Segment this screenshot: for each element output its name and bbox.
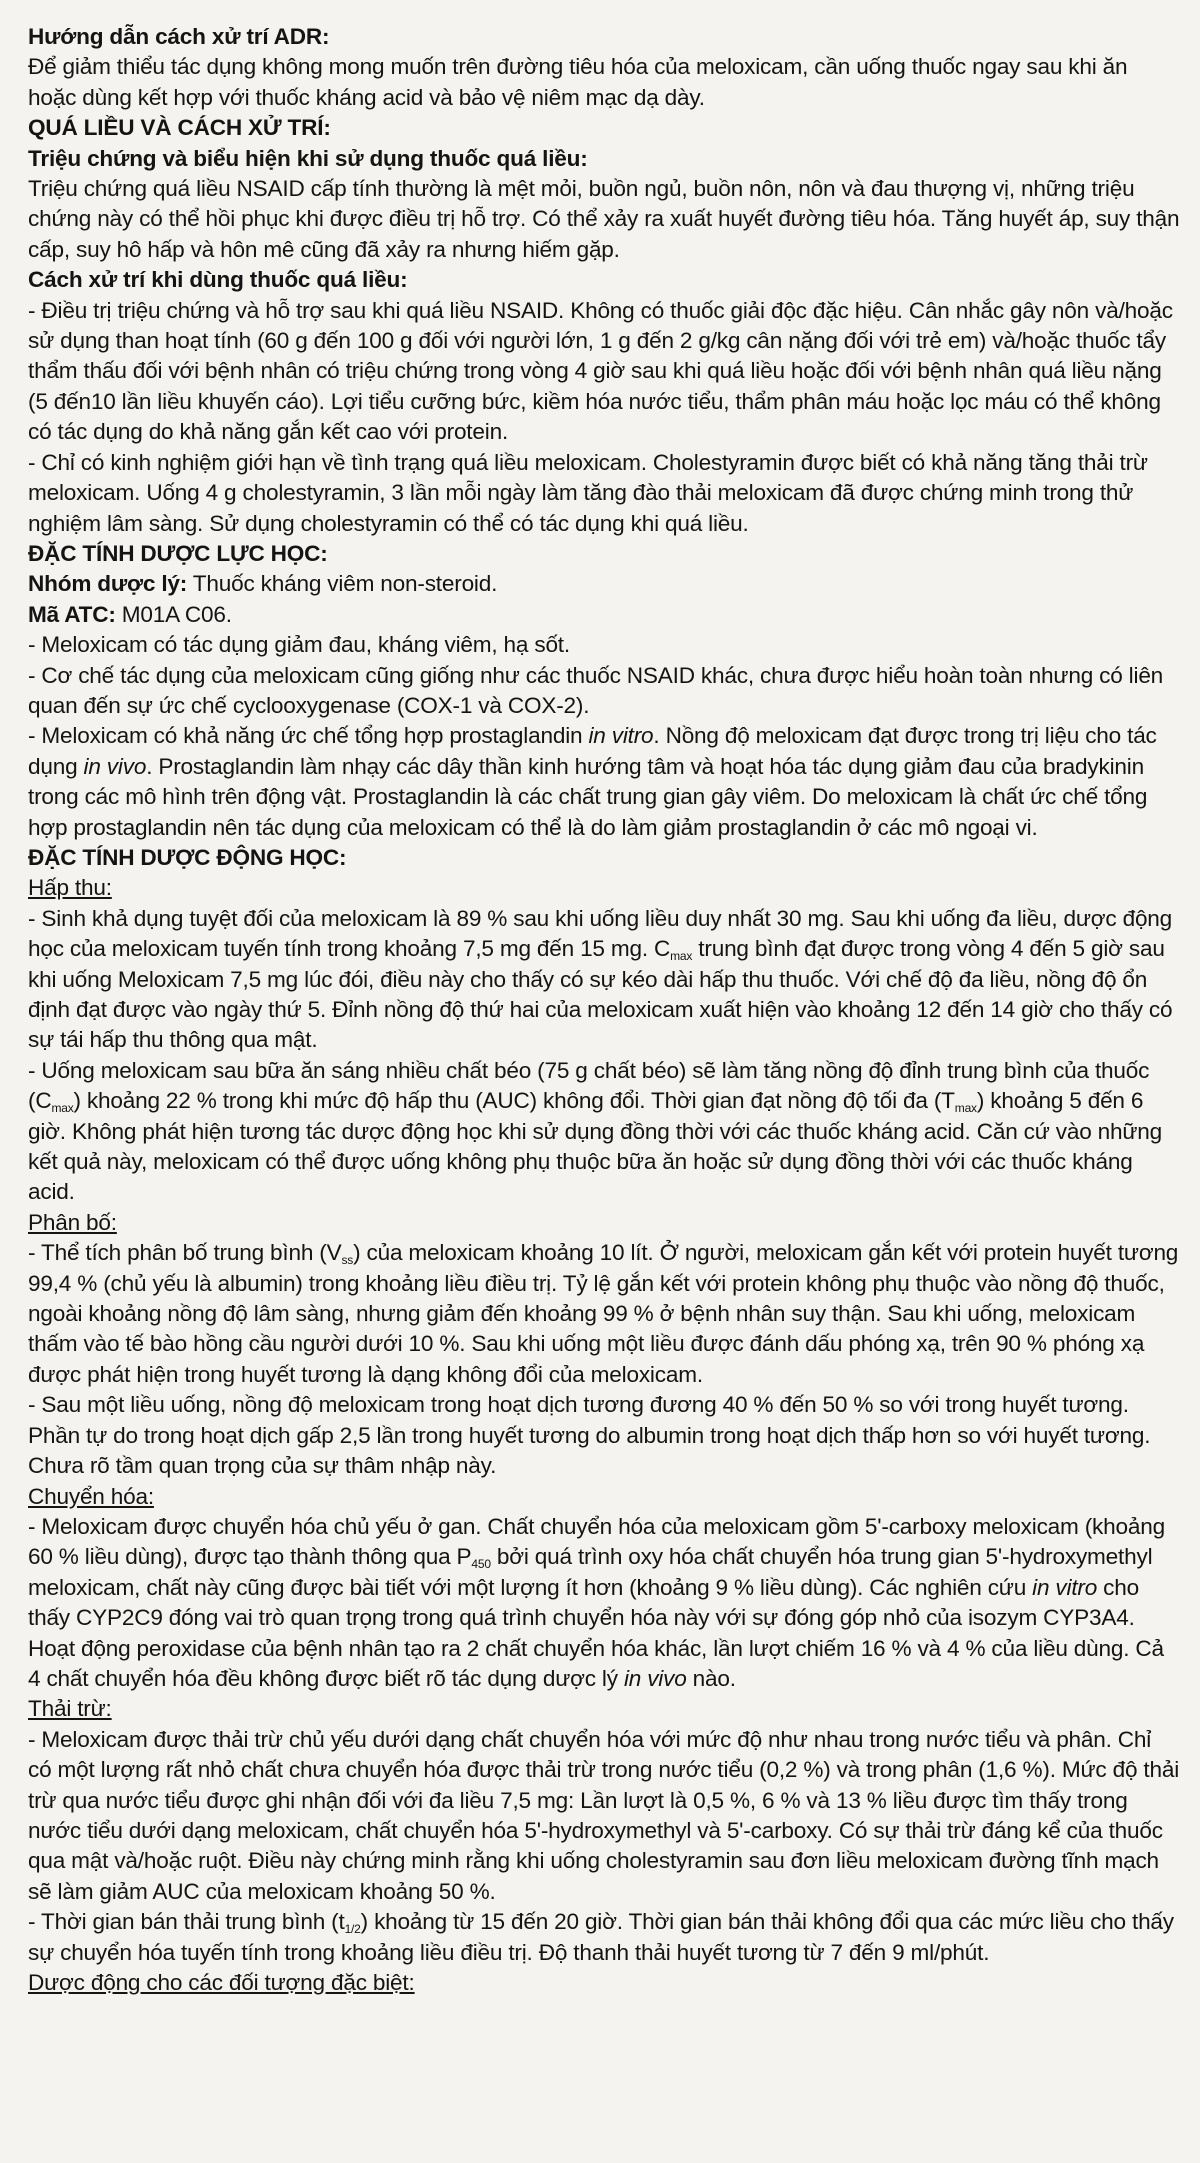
atc-code-value: M01A C06. (115, 601, 232, 627)
italic-term: in vitro (1032, 1574, 1098, 1600)
pharmacologic-group (28, 569, 1180, 599)
adr-heading: Hướng dẫn cách xử trí ADR: (28, 24, 330, 49)
overdose-management-paragraph: - Điều trị triệu chứng và hỗ trợ sau khi quá liều NSAID. Không có thuốc giải độc đặc hiệu. Cân nhắc gây nôn và/hoặc sử dụng than hoạt tính (60 g đến 100 g đối với người lớn, 1 g đến 2 g/kg cân nặng đối với trẻ em) và/hoặc thuốc tẩy thẩm thấu đối với bệnh nhân có triệu chứng trong vòng 4 giờ sau khi quá liều hoặc đối với bệnh nhân quá liều nặng (5 đến10 lần liều khuyến cáo). Lợi tiểu cưỡng bức, kiềm hóa nước tiểu, thẩm phân máu hoặc lọc máu có thể không có tác dụng do khả năng gắn kết cao với protein. (28, 297, 1173, 445)
atc-code (28, 600, 1180, 630)
pharmacologic-group-value: Thuốc kháng viêm non-steroid. (187, 571, 498, 597)
absorption-paragraph (28, 904, 1180, 1056)
text-run: trung bình đạt được trong vòng 4 đến 5 giờ sau khi uống Meloxicam 7,5 mg lúc đói, điều này cho thấy có sự kéo dài hấp thu thuốc. Với chế độ đa liều, nồng độ ổn định đạt được vào ngày thứ 5. Đỉnh nồng độ thứ hai của meloxicam xuất hiện vào khoảng 12 đến 14 giờ cho thấy có sự tái hấp thu thông qua mật. (28, 936, 1173, 1053)
distribution-heading: Phân bố: (28, 1209, 117, 1235)
atc-code-label: Mã ATC: (28, 601, 116, 627)
italic-term: in vitro (588, 723, 654, 749)
text-run: - Uống meloxicam sau bữa ăn sáng nhiều chất béo (75 g chất béo) sẽ làm tăng nồng độ đỉnh trung bình của thuốc (C (28, 1057, 1150, 1114)
special-populations-heading: Dược động cho các đối tượng đặc biệt: (28, 1970, 415, 1995)
text-run: - Meloxicam được chuyển hóa chủ yếu ở gan. Chất chuyển hóa của meloxicam gồm 5'-carboxy meloxicam (khoảng 60 % liều dùng), được tạo thành thông qua P (28, 1513, 1165, 1570)
distribution-paragraph (28, 1238, 1180, 1390)
pharmacodynamics-paragraph: - Cơ chế tác dụng của meloxicam cũng giống như các thuốc NSAID khác, chưa được hiểu hoàn toàn nhưng có liên quan đến sự ức chế cyclooxygenase (COX-1 và COX-2). (28, 662, 1164, 718)
text-run: - Sinh khả dụng tuyệt đối của meloxicam là 89 % sau khi uống liều duy nhất 30 mg. Sau khi uống đa liều, dược động học của meloxicam tuyến tính trong khoảng 7,5 mg đến 15 mg. C (28, 905, 1173, 962)
italic-term: in vivo (83, 753, 147, 779)
distribution-paragraph: - Sau một liều uống, nồng độ meloxicam trong hoạt dịch tương đương 40 % đến 50 % so với trong huyết tương. Phần tự do trong hoạt dịch gấp 2,5 lần trong huyết tương do albumin trong hoạt dịch thấp hơn so với huyết tương. Chưa rõ tầm quan trọng của sự thâm nhập này. (28, 1392, 1151, 1479)
elimination-paragraph: - Meloxicam được thải trừ chủ yếu dưới dạng chất chuyển hóa với mức độ như nhau trong nước tiểu và phân. Chỉ có một lượng rất nhỏ chất chưa chuyển hóa được thải trừ trong nước tiểu (0,2 %) và trong phân (1,6 %). Mức độ thải trừ qua nước tiểu được ghi nhận đối với đa liều 7,5 mg: Lần lượt là 0,5 %, 6 % và 13 % liều được tìm thấy trong nước tiểu dưới dạng meloxicam, chất chuyển hóa 5'-hydroxymethyl và 5'-carboxy. Có sự thải trừ đáng kể của thuốc qua mật và/hoặc ruột. Điều này chứng minh rằng khi uống cholestyramin sau đơn liều meloxicam đường tĩnh mạch sẽ làm giảm AUC của meloxicam khoảng 50 %. (28, 1726, 1180, 1904)
overdose-symptoms-text: Triệu chứng quá liều NSAID cấp tính thường là mệt mỏi, buồn ngủ, buồn nôn, nôn và đau thượng vị, những triệu chứng này có thể hồi phục khi được điều trị hỗ trợ. Có thể xảy ra xuất huyết đường tiêu hóa. Tăng huyết áp, suy thận cấp, suy hô hấp và hôn mê cũng đã xảy ra nhưng hiếm gặp. (28, 176, 1180, 262)
text-run: ) khoảng 22 % trong khi mức độ hấp thu (AUC) không đổi. Thời gian đạt nồng độ tối đa (T (73, 1088, 955, 1114)
pharmacologic-group-label: Nhóm dược lý: (28, 571, 188, 597)
text-run: - Thể tích phân bố trung bình (V (28, 1240, 342, 1266)
text-run: ) khoảng từ 15 đến 20 giờ. Thời gian bán thải không đổi qua các mức liều cho thấy sự chuyển hóa tuyến tính trong khoảng liều điều trị. Độ thanh thải huyết tương từ 7 đến 9 ml/phút. (28, 1909, 1174, 1965)
pharmacokinetics-heading: ĐẶC TÍNH DƯỢC ĐỘNG HỌC: (28, 844, 347, 870)
elimination-heading: Thải trừ: (28, 1696, 112, 1722)
subscript: 450 (471, 1557, 491, 1572)
overdose-heading: QUÁ LIỀU VÀ CÁCH XỬ TRÍ: (28, 115, 331, 141)
pharmacodynamics-paragraph (28, 721, 1180, 843)
metabolism-paragraph (28, 1512, 1180, 1694)
overdose-management-paragraph: - Chỉ có kinh nghiệm giới hạn về tình trạng quá liều meloxicam. Cholestyramin được biết có khả năng tăng thải trừ meloxicam. Uống 4 g cholestyramin, 3 lần mỗi ngày làm tăng đào thải meloxicam đã được chứng minh trong thử nghiệm lâm sàng. Sử dụng cholestyramin có thể có tác dụng khi quá liều. (28, 449, 1148, 536)
text-run: - Thời gian bán thải trung bình (t (28, 1909, 345, 1935)
text-run: - Meloxicam có khả năng ức chế tổng hợp prostaglandin (28, 723, 589, 749)
metabolism-heading: Chuyển hóa: (28, 1483, 154, 1509)
subscript: 1/2 (344, 1922, 361, 1937)
text-run: bởi quá trình oxy hóa chất chuyển hóa trung gian 5'-hydroxymethyl meloxicam, chất này cũng được bài tiết với một lượng ít hơn (khoảng 9 % liều dùng). Các nghiên cứu (28, 1544, 1153, 1600)
text-run: cho thấy CYP2C9 đóng vai trò quan trọng trong quá trình chuyển hóa này với sự đóng góp nhỏ của isozym CYP3A4. Hoạt động peroxidase của bệnh nhân tạo ra 2 chất chuyển hóa khác, lần lượt chiếm 16 % và 4 % của liều dùng. Cả 4 chất chuyển hóa đều không được biết rõ tác dụng dược lý (28, 1574, 1164, 1691)
elimination-paragraph (28, 1907, 1180, 1968)
subscript: ss (341, 1253, 354, 1268)
overdose-symptoms-heading: Triệu chứng và biểu hiện khi sử dụng thuốc quá liều: (28, 145, 588, 171)
text-run: . Prostaglandin làm nhạy các dây thần kinh hướng tâm và hoạt hóa tác dụng giảm đau của bradykinin trong các mô hình trên động vật. Prostaglandin là các chất trung gian gây viêm. Do meloxicam là chất ức chế tổng hợp prostaglandin nên tác dụng của meloxicam có thể là do làm giảm prostaglandin ở các mô ngoại vi. (28, 753, 1148, 840)
absorption-paragraph (28, 1056, 1180, 1208)
text-run: ) khoảng 5 đến 6 giờ. Không phát hiện tương tác dược động học khi sử dụng đồng thời với các thuốc kháng acid. Căn cứ vào những kết quả này, meloxicam có thể được uống không phụ thuộc bữa ăn hoặc sử dụng đồng thời với các thuốc kháng acid. (28, 1088, 1163, 1205)
subscript: max (670, 949, 693, 964)
text-run: nào. (686, 1665, 736, 1691)
text-run: ) của meloxicam khoảng 10 lít. Ở người, meloxicam gắn kết với protein huyết tương 99,4 % (chủ yếu là albumin) trong khoảng liều điều trị. Tỷ lệ gắn kết với protein không phụ thuộc vào nồng độ thuốc, ngoài khoảng nồng độ lâm sàng, nhưng giảm đến khoảng 99 % ở bệnh nhân suy thận. Sau khi uống, meloxicam thấm vào tế bào hồng cầu người dưới 10 %. Sau khi uống một liều được đánh dấu phóng xạ, trên 90 % phóng xạ được phát hiện trong huyết tương là dạng không đổi của meloxicam. (28, 1240, 1179, 1387)
italic-term: in vivo (623, 1665, 687, 1691)
absorption-heading: Hấp thu: (28, 875, 112, 901)
subscript: max (954, 1101, 977, 1116)
subscript: max (51, 1101, 74, 1116)
pharmacodynamics-paragraph: - Meloxicam có tác dụng giảm đau, kháng viêm, hạ sốt. (28, 632, 570, 658)
text-run: . Nồng độ meloxicam đạt được trong trị liệu cho tác dụng (28, 723, 1157, 779)
overdose-management-heading: Cách xử trí khi dùng thuốc quá liều: (28, 267, 408, 293)
adr-text: Để giảm thiểu tác dụng không mong muốn trên đường tiêu hóa của meloxicam, cần uống thuốc ngay sau khi ăn hoặc dùng kết hợp với thuốc kháng acid và bảo vệ niêm mạc dạ dày. (28, 54, 1128, 110)
pharmacodynamics-heading: ĐẶC TÍNH DƯỢC LỰC HỌC: (28, 540, 328, 566)
